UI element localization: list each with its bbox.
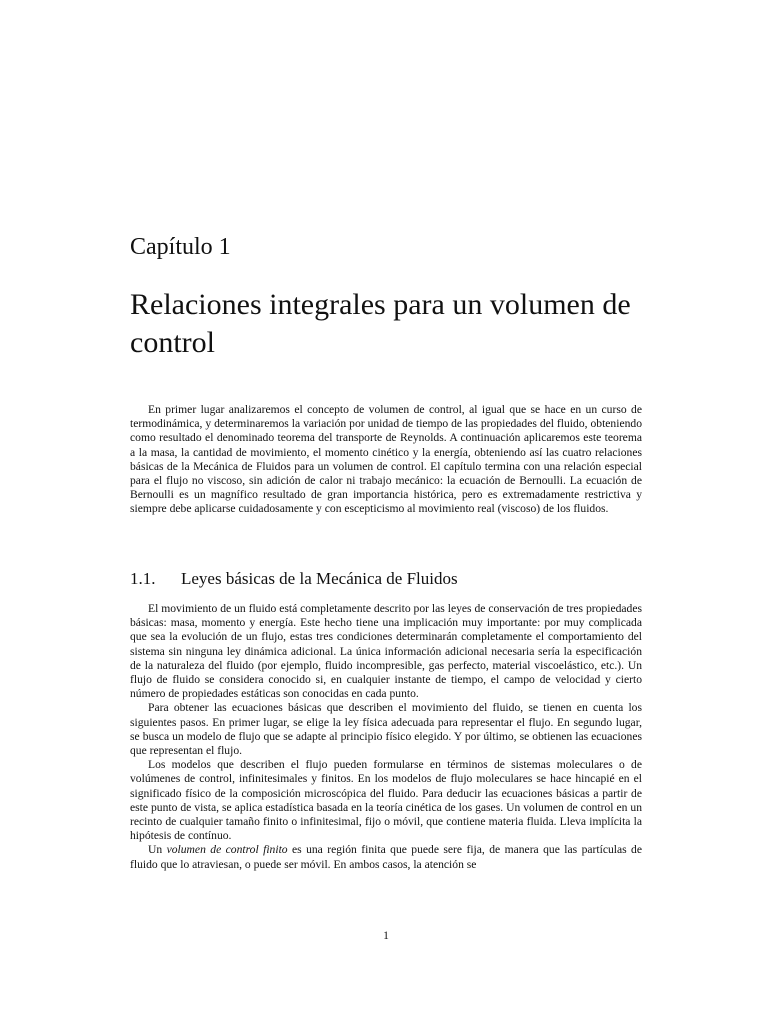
section-paragraph-4 (130, 843, 642, 871)
section-number: 1.1. (130, 569, 156, 588)
section-paragraph-1: El movimiento de un fluido está completamente descrito por las leyes de conservación de tres propiedades básicas: masa, momento y energía. Este hecho tiene una implicación muy importante: por muy complicada que sea la evolución de un flujo, estas tres condiciones determinarán completamente el comportamiento del sistema sin ninguna ley dinámica adicional. La única información adicional necesaria sería la especificación de la naturaleza del fluido (por ejemplo, fluido incompresible, gas perfecto, material viscoelástico, etc.). Un flujo de fluido se considera conocido si, en cualquier instante de tiempo, el campo de velocidad y cierto número de propiedades estáticas son conocidas en cada punto. (130, 602, 642, 701)
section-title: Leyes básicas de la Mecánica de Fluidos (181, 569, 458, 588)
section-paragraph-2: Para obtener las ecuaciones básicas que describen el movimiento del fluido, se tienen en cuenta los siguientes pasos. En primer lugar, se elige la ley física adecuada para representar el flujo. En segundo lugar, se busca un modelo de flujo que se adapte al principio físico elegido. Y por último, se obtienen las ecuaciones que representan el flujo. (130, 701, 642, 758)
section-body (130, 602, 642, 872)
section-heading (130, 568, 458, 590)
page-number: 1 (383, 929, 389, 942)
chapter-intro (130, 403, 642, 517)
chapter-label: Capítulo 1 (130, 234, 231, 260)
paragraph-4-emphasis: volumen de control finito (166, 843, 288, 857)
intro-paragraph: En primer lugar analizaremos el concepto de volumen de control, al igual que se hace en un curso de termodinámica, y determinaremos la variación por unidad de tiempo de las propiedades del fluido, obteniendo como resultado el denominado teorema del transporte de Reynolds. A continuación aplicaremos este teorema a la masa, la cantidad de movimiento, el momento cinético y la energía, obteniendo así las cuatro relaciones básicas de la Mecánica de Fluidos para un volumen de control. El capítulo termina con una relación especial para el flujo no viscoso, sin adición de calor ni trabajo mecánico: la ecuación de Bernoulli. La ecuación de Bernoulli es un magnífico resultado de gran importancia histórica, pero es extremadamente restrictiva y siempre debe aplicarse cuidadosamente y con escepticismo al movimiento real (viscoso) de los fluidos. (130, 403, 642, 516)
section-paragraph-3: Los modelos que describen el flujo pueden formularse en términos de sistemas moleculares o de volúmenes de control, infinitesimales y finitos. En los modelos de flujo moleculares se hace hincapié en el significado físico de la composición microscópica del fluido. Para deducir las ecuaciones básicas a partir de este punto de vista, se aplica estadística basada en la teoría cinética de los gases. Un volumen de control en un recinto de cualquier tamaño finito o infinitesimal, fijo o móvil, que contiene materia fluida. Lleva implícita la hipótesis de contínuo. (130, 758, 642, 843)
document-page (130, 0, 642, 1024)
chapter-title: Relaciones integrales para un volumen de control (130, 288, 631, 359)
paragraph-4-suffix: es una región finita que puede sere fija, de manera que las partículas de fluido que lo atraviesan, o puede ser móvil. En ambos casos, la atención se (130, 843, 642, 871)
paragraph-4-prefix: Un (148, 843, 167, 857)
